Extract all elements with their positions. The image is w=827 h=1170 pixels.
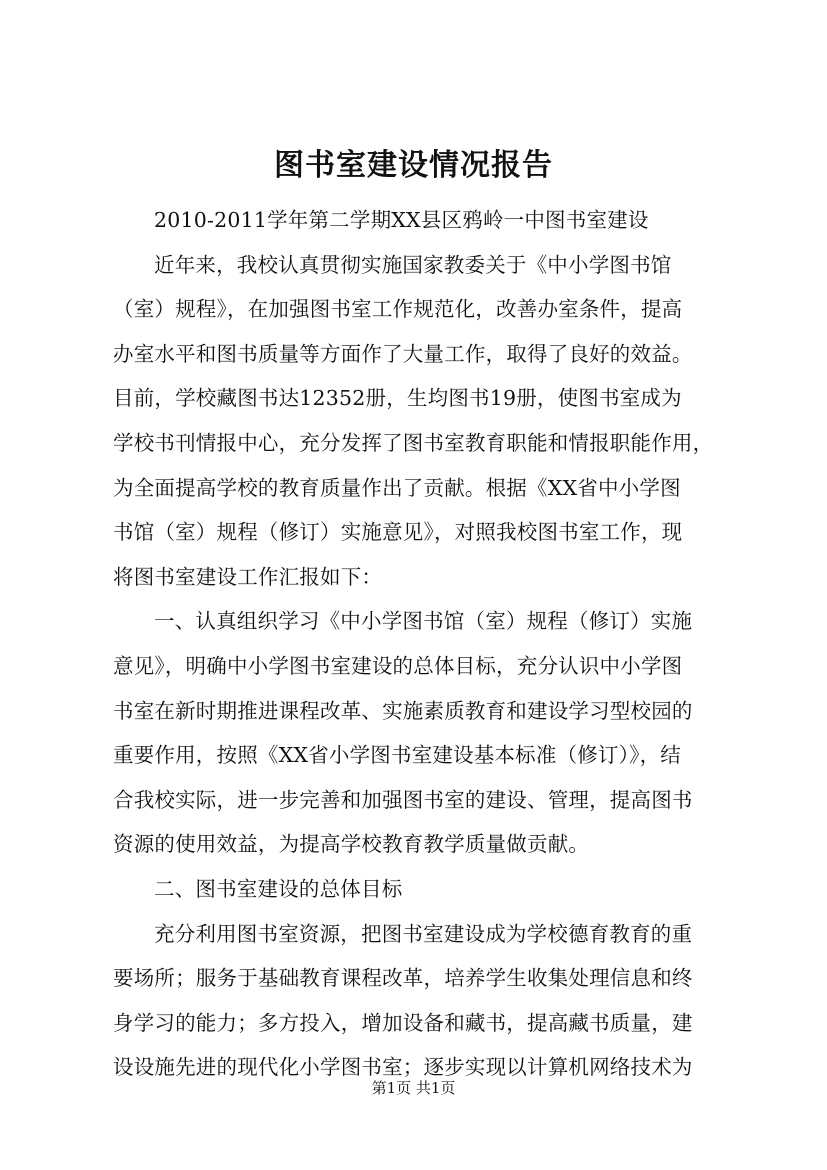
document-title: 图书室建设情况报告	[274, 148, 553, 183]
paragraph-line: 意见》，明确中小学图书室建设的总体目标，充分认识中小学图	[113, 653, 683, 678]
document-body	[113, 198, 733, 1090]
paragraph-line: 资源的使用效益，为提高学校教育教学质量做贡献。	[113, 832, 590, 857]
section-heading-line: 一、认真组织学习《中小学图书馆（室）规程（修订）实施	[154, 609, 693, 634]
paragraph-line: 要场所；服务于基础教育课程改革，培养学生收集处理信息和终	[113, 966, 693, 991]
paragraph-line: 为全面提高学校的教育质量作出了贡献。根据《XX省中小学图	[113, 475, 681, 500]
paragraph-line: 充分利用图书室资源，把图书室建设成为学校德育教育的重	[154, 921, 693, 946]
section-heading-line: 二、图书室建设的总体目标	[154, 876, 403, 901]
paragraph-line: 合我校实际，进一步完善和加强图书室的建设、管理，提高图书	[113, 787, 693, 812]
paragraph-line: 设设施先进的现代化小学图书室；逐步实现以计算机网络技术为	[113, 1055, 693, 1080]
paragraph-line: 目前，学校藏图书达12352册，生均图书19册，使图书室成为	[113, 386, 682, 411]
paragraph-line: 近年来，我校认真贯彻实施国家教委关于《中小学图书馆	[154, 252, 672, 277]
paragraph-line: 学校书刊情报中心，充分发挥了图书室教育职能和情报职能作用，	[113, 430, 714, 455]
paragraph-line: 将图书室建设工作汇报如下：	[113, 564, 383, 589]
page-number-footer: 第1页 共1页	[371, 1079, 456, 1097]
paragraph-line: 书馆（室）规程（修订）实施意见》，对照我校图书室工作，现	[113, 520, 683, 545]
paragraph-line: 身学习的能力；多方投入，增加设备和藏书，提高藏书质量，建	[113, 1010, 693, 1035]
paragraph-line: 办室水平和图书质量等方面作了大量工作，取得了良好的效益。	[113, 341, 693, 366]
subtitle-line: 2010-2011学年第二学期XX县区鸦岭一中图书室建设	[154, 208, 649, 232]
paragraph-line: （室）规程》，在加强图书室工作规范化，改善办室条件，提高	[113, 297, 683, 322]
paragraph-line: 重要作用，按照《XX省小学图书室建设基本标准（修订）》，结	[113, 743, 681, 768]
paragraph-line: 书室在新时期推进课程改革、实施素质教育和建设学习型校园的	[113, 698, 693, 723]
